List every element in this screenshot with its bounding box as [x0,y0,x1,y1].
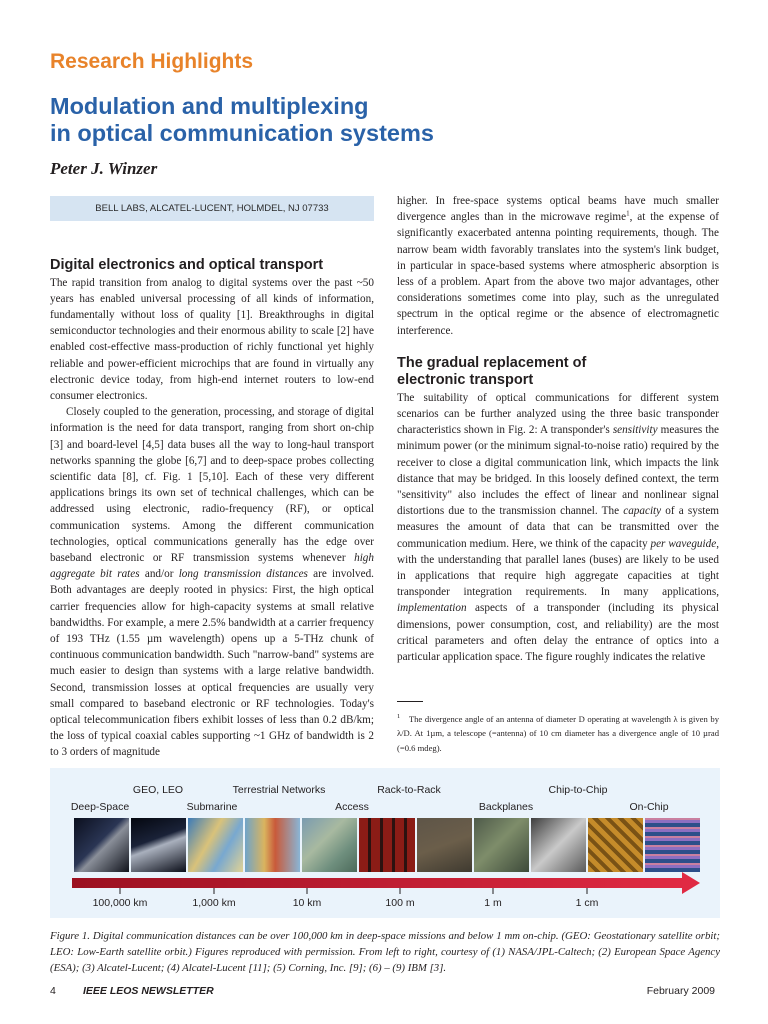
footnote: $^1$ The divergence angle of an antenna of diameter D operating at wavelength λ is given by λ/D. At 1µm, a telescope (=antenna) of 10 cm diameter has a divergence angle of 10 µrad (=0.6 mdeg). [397,713,719,753]
author-name: Peter J. Winzer [50,159,158,178]
column-left [50,257,374,761]
footnote-rule [397,701,423,702]
distance-label-100m: 100 m [385,897,415,909]
paragraph-3: higher. In free-space systems optical beams have much smaller divergence angles than in the microwave regime$^1$, at the expense of significantly exacerbated antenna pointing requirements, though. The narrow beam width favorably translates into the system's link budget, in particular in space-based systems where atmospheric absorption is less of a problem. Apart from the above two major advantages, other considerations sometimes come into play, such as the unregulated spectrum in the optical regime or the absence of electromagnetic interference. [397,195,720,337]
distance-label-10km: 10 km [292,897,322,909]
column-right [397,193,719,665]
label-on-chip: On-Chip [629,801,669,813]
label-submarine: Submarine [186,801,238,813]
section-heading-digital-electronics: Digital electronics and optical transport [50,257,324,273]
footnote-mark: 1 [397,713,401,720]
distance-label-1cm: 1 cm [575,897,599,909]
page-number: 4 [50,985,56,997]
publication-name: IEEE LEOS NEWSLETTER [83,985,214,997]
figure-1 [50,768,720,918]
label-backplanes: Backplanes [478,801,534,813]
section-kicker: Research Highlights [50,50,254,73]
figure-caption: Figure 1. Digital communication distances can be over 100,000 km in deep-space missions and below 1 mm on-chip. (GEO: Geostationary satellite orbit; LEO: Low-Earth satellite orbit.) Figures reproduced with permission. From left to right, courtesy of (1) NASA/JPL-Caltech; (2) European Space Agency (ESA); (3) Alcatel-Lucent; (4) Alcatel-Lucent [11]; (5) Corning, Inc. [9]; (6) – (9) IBM [3]. [50,930,720,975]
distance-label-1000km: 1,000 km [192,897,236,909]
label-terrestrial-networks: Terrestrial Networks [232,784,326,796]
affiliation-banner: BELL LABS, ALCATEL-LUCENT, HOLMDEL, NJ 07733 [50,196,374,221]
footnote-ref: 1 [626,209,630,218]
label-access: Access [335,801,369,813]
title-line-1: Modulation and multiplexing [50,93,369,119]
axis-arrowhead [682,872,700,894]
title-line-2: in optical communication systems [50,120,434,146]
label-geo-leo: GEO, LEO [132,784,184,796]
distance-label-100000km: 100,000 km [92,897,148,909]
paragraph-1: The rapid transition from analog to digital systems over the past ~50 years has enabled universal processing of all kinds of information, fundamentally without loss of quality [1]. Breakthroughs in digital semiconductor technologies and their enormous ability to scale [2] have enabled cost-effective mass-production of richly functional yet highly reliable and power-efficient microchips that are found in virtually any electronic device today, from high-end internet routers to low-end consumer electronics. [50,276,374,402]
label-rack-to-rack: Rack-to-Rack [377,784,441,796]
section-heading-gradual-replacement: The gradual replacement of electronic transport [397,354,587,389]
article-title [50,93,434,147]
axis-bar [72,878,682,888]
paragraph-4: The suitability of optical communications for different system scenarios can be further analyzed using the three basic transponder characteristics shown in Fig. 2: A transponder's sensitivity measures the minimum power (or the minimum signal-to-noise ratio) required by the receiver to close a digital communication link, which impacts the link distance that may be bridged. In this loosely defined context, the term "sensitivity" also includes the effect of linear and nonlinear signal distortions due to the transmission channel. The capacity of a system measures the amount of data that can be transmitted over the communication medium. Here, we think of the capacity per waveguide, with the understanding that parallel lanes (buses) are likely to be used in applications that require high aggregate capacities at tight transponder integration requirements. In many applications, implementation aspects of a transponder (including its physical dimensions, power consumption, cost, and reliability) are the most critical parameters and often delay the entrance of optics into a particular application space. The figure roughly indicates the relative [397,391,720,664]
label-chip-to-chip: Chip-to-Chip [548,784,608,796]
paragraph-2: Closely coupled to the generation, processing, and storage of digital information is the need for data transport, ranging from short on-chip [3] and board-level [4,5] data buses all the way to long-haul transport networks spanning the globe [6,7] and to deep-space probes collecting scientific data [8], cf. Fig. 1 [5,10]. Each of these very different applications brings its own set of technical challenges, which can be addressed using electronic, radio-frequency (RF), or optical communication systems. Among the different communication technologies, optical communications generally has the edge over baseband electronic or RF transmission systems whenever high aggregate bit rates and/or long transmission distances are involved. Both advantages are deeply rooted in physics: First, the high optical carrier frequencies allow for high-capacity systems at small relative bandwidths. For example, a mere 2.5% bandwidth at a carrier frequency of 193 THz (1.55 µm wavelength) opens up a 5-THz chunk of continuous communication bandwidth. Such "narrow-band" systems are much easier to design than systems with a large relative bandwidth. Second, transmission losses at optical frequencies are usually very small compared to baseband electronic or RF technologies. Today's optical telecommunication fibers exhibit losses of less than 0.2 dB/km; the loss of typical coaxial cables supporting ~1 GHz of bandwidth is 2 to 3 orders of magnitude [50,406,374,759]
distance-axis [50,768,720,918]
issue-date: February 2009 [646,985,715,997]
distance-label-1m: 1 m [484,897,502,909]
label-deep-space: Deep-Space [70,801,130,813]
